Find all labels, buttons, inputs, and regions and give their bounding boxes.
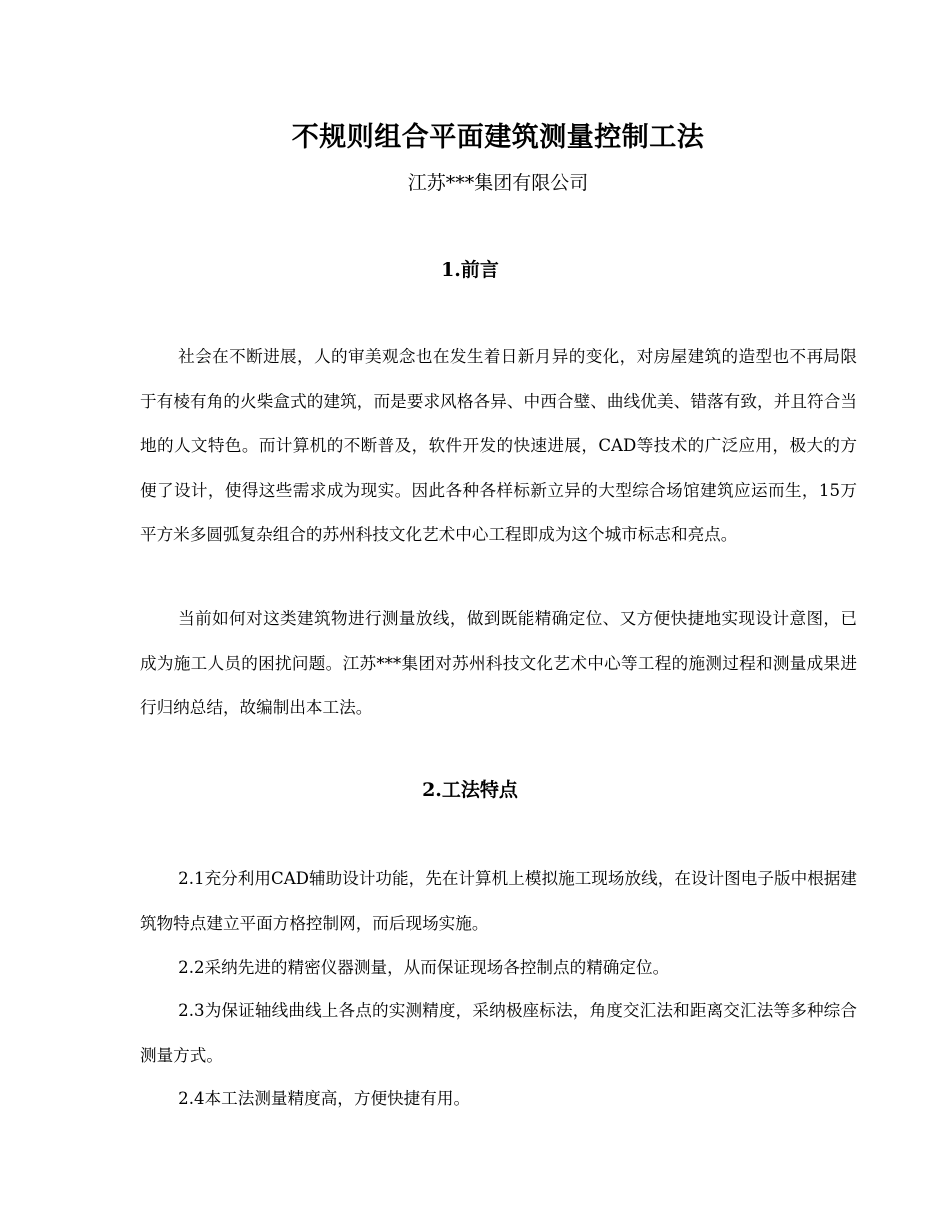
company-name: 江苏***集团有限公司 — [407, 172, 589, 194]
paragraph: 2.2采纳先进的精密仪器测量，从而保证现场各控制点的精确定位。 — [178, 958, 670, 977]
paragraph: 2.4本工法测量精度高，方便快捷有用。 — [178, 1089, 471, 1108]
paragraph: 2.3为保证轴线曲线上各点的实测精度，采纳极座标法，角度交汇法和距离交汇法等多种综合测量方式。 — [140, 1001, 857, 1065]
paragraph: 当前如何对这类建筑物进行测量放线，做到既能精确定位、又方便快捷地实现设计意图，已成为施工人员的困扰问题。江苏***集团对苏州科技文化艺术中心等工程的施测过程和测量成果进行归纳总结，故编制出本工法。 — [140, 609, 857, 718]
paragraph: 2.1充分利用CAD辅助设计功能，先在计算机上模拟施工现场放线，在设计图电子版中根据建筑物特点建立平面方格控制网，而后现场实施。 — [140, 869, 857, 933]
section-heading-preface: 1.前言 — [441, 259, 499, 281]
paragraph: 社会在不断进展，人的审美观念也在发生着日新月异的变化，对房屋建筑的造型也不再局限于有棱有角的火柴盒式的建筑，而是要求风格各异、中西合璧、曲线优美、错落有致，并且符合当地的人文特色。而计算机的不断普及，软件开发的快速进展，CAD等技术的广泛应用，极大的方便了设计，使得这些需求成为现实。因此各种各样标新立异的大型综合场馆建筑应运而生，15万平方米多圆弧复杂组合的苏州科技文化艺术中心工程即成为这个城市标志和亮点。 — [140, 347, 857, 545]
document-title: 不规则组合平面建筑测量控制工法 — [291, 122, 705, 153]
section-heading-features: 2.工法特点 — [422, 779, 518, 801]
